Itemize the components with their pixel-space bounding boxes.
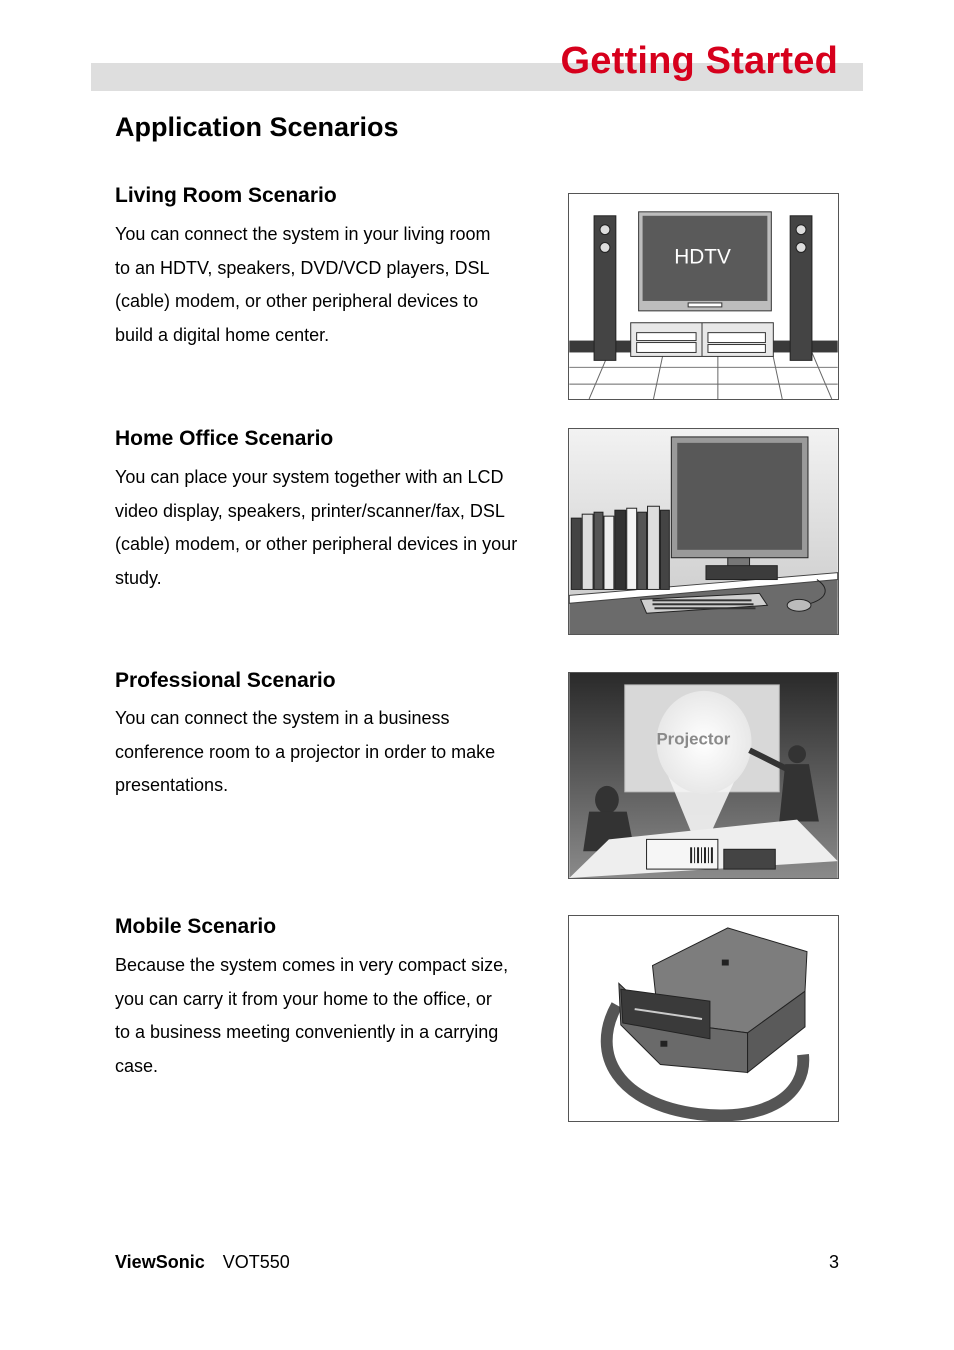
footer [115, 1252, 839, 1273]
living-room-heading: Living Room Scenario [115, 184, 337, 207]
living-room-illustration [568, 193, 839, 400]
living-room-text: You can connect the system in your living room to an HDTV, speakers, DVD/VCD players, DSL (cable) modem, or other peripheral devices to build a digital home center. [115, 224, 491, 345]
professional-text: You can connect the system in a business conference room to a projector in order to make presentations. [115, 708, 496, 796]
home-office-heading: Home Office Scenario [115, 427, 334, 450]
home-office-text: You can place your system together with an LCD video display, speakers, printer/scanner/fax, DSL (cable) modem, or other peripheral devices in your study. [115, 467, 518, 588]
home-office-illustration [568, 428, 839, 635]
footer-model: VOT550 [222, 1252, 290, 1272]
section-title: Application Scenarios [115, 112, 399, 142]
chapter-title: Getting Started [560, 40, 838, 82]
mobile-heading: Mobile Scenario [115, 915, 277, 938]
page-number: 3 [828, 1252, 839, 1272]
professional-heading: Professional Scenario [115, 669, 336, 692]
professional-illustration [568, 672, 839, 879]
mobile-text: Because the system comes in very compact size, you can carry it from your home to the office, or to a business meeting conveniently in a carrying case. [115, 955, 509, 1076]
footer-brand: ViewSonic [115, 1252, 205, 1272]
projector-label: Projector [656, 729, 731, 749]
hdtv-label: HDTV [674, 245, 731, 269]
mobile-illustration [568, 915, 839, 1122]
